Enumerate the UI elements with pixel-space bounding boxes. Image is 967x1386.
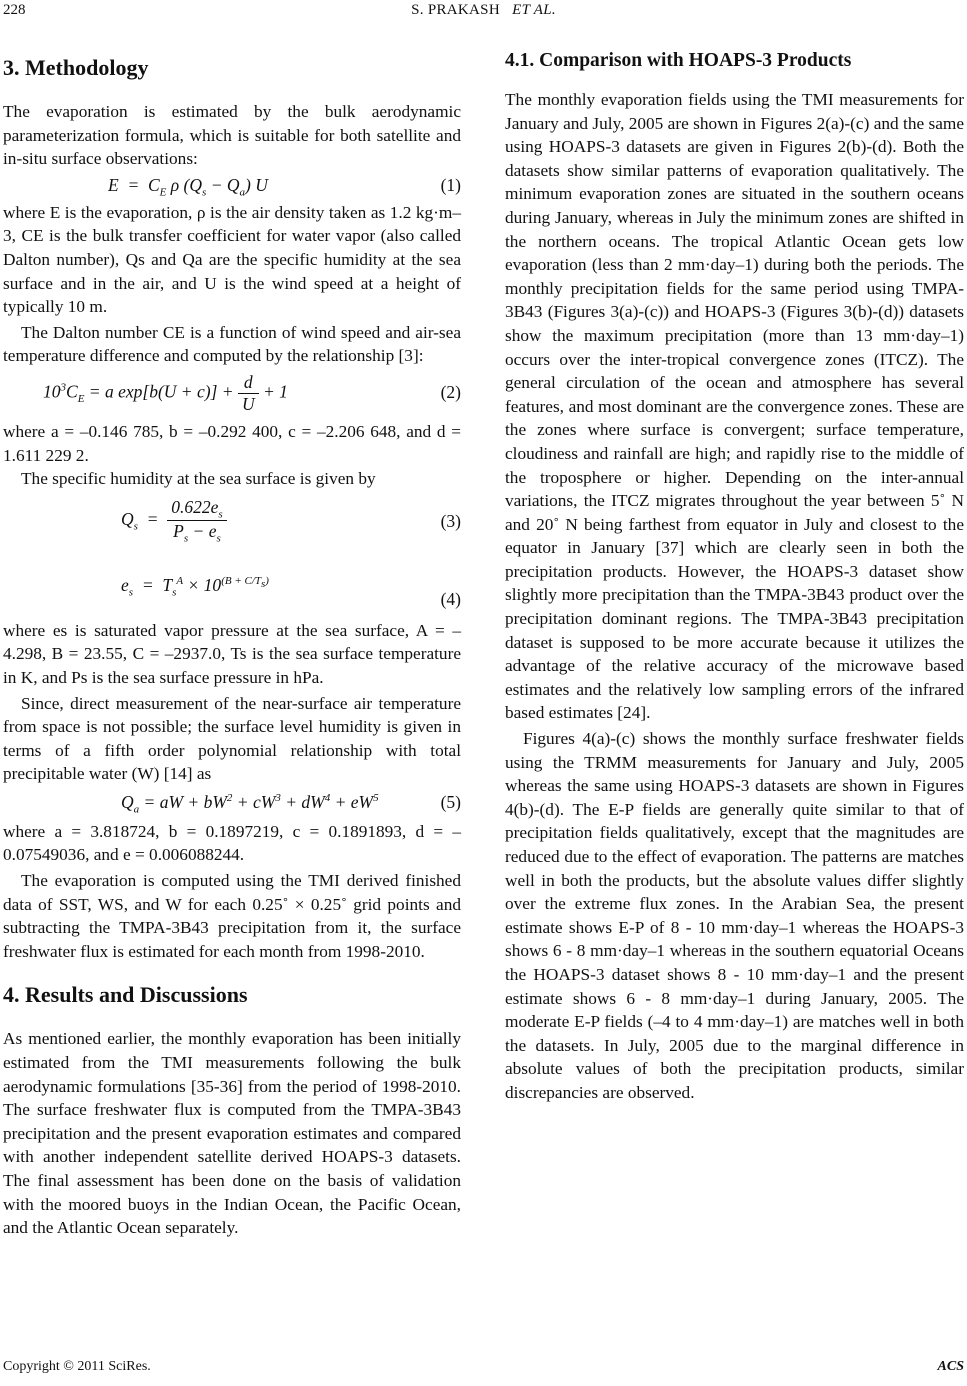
- paragraph-eq2-constants: where a = –0.146 785, b = –0.292 400, c = –2.206 648, and d = 1.611 229 2.: [3, 421, 461, 465]
- equation-5: $Q_a$ = aW + $bW^2 + cW^3 + dW^4 + eW^5$ (5): [121, 791, 461, 816]
- page-header: [0, 0, 967, 40]
- paragraph-since: Since, direct measurement of the near-surface air temperature from space is not possible; the surface level humidity is given in terms of a fifth order polynomial relationship with total precipitable water (W) [14] as: [3, 693, 461, 784]
- subsection-heading-hoaps: 4.1. Comparison with HOAPS-3 Products: [505, 50, 852, 71]
- equation-1: $E = C_E$ ρ $(Q_s - Q_a)$ U (1): [108, 174, 461, 199]
- section-heading-results: 4. Results and Discussions: [3, 982, 248, 1008]
- copyright-notice: Copyright © 2011 SciRes.: [3, 1359, 151, 1374]
- methodology-intro: The evaporation is estimated by the bulk aerodynamic parameterization formula, which is suitable for both satellite and in-situ surface observations:: [3, 102, 461, 169]
- paragraph-dalton-number: The Dalton number CE is a function of wind speed and air-sea temperature difference and computed by the relationship [3]:: [3, 322, 461, 366]
- equation-3-number: (3): [440, 510, 461, 531]
- equation-1-number: (1): [440, 174, 461, 195]
- paragraph-results-intro: As mentioned earlier, the monthly evaporation has been initially estimated from the TMI measurements following the bulk aerodynamic formulations [35-36] from the period of 1998-2010. The surface freshwater flux is computed from the TMPA-3B43 precipitation and the present evaporation estimates and compared with another independent satellite derived HOAPS-3 datasets. The final assessment has been done on the basis of validation with the moored buoys in the Indian Ocean, the Pacific Ocean, and the Atlantic Ocean separately.: [3, 1029, 461, 1238]
- paragraph-eq4-definitions: where es is saturated vapor pressure at the sea surface, A = –4.298, B = 23.55, C = –2937.0, Ts is the sea surface temperature in K, and Ps is the sea surface pressure in hPa.: [3, 620, 461, 687]
- equation-2-number: (2): [440, 381, 461, 402]
- paragraph-evaporation-computed: The evaporation is computed using the TMI derived finished data of SST, WS, and W for each 0.25˚ × 0.25˚ grid points and subtracting the TMPA-3B43 precipitation from it, the surface freshwater flux is estimated for each month from 1998-2010.: [3, 871, 461, 961]
- running-head-authors: S. PRAKASH: [411, 2, 500, 18]
- page-footer: [3, 1359, 964, 1375]
- left-column: [3, 48, 461, 1240]
- paragraph-eq5-constants: where a = 3.818724, b = 0.1897219, c = 0.1891893, d = –0.07549036, and e = 0.006088244.: [3, 821, 461, 865]
- equation-4-number: (4): [440, 588, 461, 609]
- section-heading-methodology: 3. Methodology: [3, 55, 149, 80]
- right-column: [505, 48, 964, 1105]
- running-head: [0, 2, 967, 19]
- equation-3: $Q_s$ = $\frac{0.622e_s}{P_s - e_s}$ (3): [121, 496, 461, 545]
- paragraph-freshwater-fields: Figures 4(a)-(c) shows the monthly surface freshwater fields using the TRMM measurements for January and July, 2005 whereas the same using HOAPS-3 datasets are shown in Figures 4(b)-(d). The E-P fields are generally quite similar to that of precipitation fields qualitatively, except that the magnitudes are reduced due to the effect of evaporation. The patterns are matches well in both the products, but the absolute values differ slightly over the extreme flux zones. In the Arabian Sea, the present estimate shows E-P of 8 - 10 mm·day–1 whereas the HOAPS-3 shows 6 - 8 mm·day–1 whereas in the southern equatorial Oceans the HOAPS-3 dataset shows 8 - 10 mm·day–1 and the present estimate shows 6 - 8 mm·day–1 during January, 2005. The moderate E-P fields (–4 to 4 mm·day–1) are matches well in both the datasets. In July, 2005 due to the marginal difference in absolute values of both the precipitation products, similar discrepancies are observed.: [505, 729, 964, 1102]
- running-head-etal: ET AL.: [512, 2, 556, 18]
- journal-abbreviation: ACS: [937, 1359, 964, 1374]
- equation-2: $10^3C_E = a$ exp[b(U + c)] + $\frac{d}{U}$ + 1 (2): [43, 371, 461, 414]
- paragraph-eq1-definitions: where E is the evaporation, ρ is the air density taken as 1.2 kg·m–3, CE is the bulk transfer coefficient for water vapor (also called Dalton number), Qs and Qa are the specific humidity at the sea surface and in the air, and U is the wind speed at a height of typically 10 m.: [3, 202, 461, 317]
- paragraph-comparison: The monthly evaporation fields using the TMI measurements for January and July, 2005 are shown in Figures 2(a)-(c) and the same using HOAPS-3 datasets are given in Figures 2(b)-(d). Both the datasets show similar patterns of evaporation qualitatively. The minimum evaporation zones are situated in the southern oceans during January, whereas in July the minimum zones are shifted in the northern oceans. The tropical Atlantic Ocean gets low evaporation (less than 2 mm·day–1) during both the periods. The monthly precipitation fields for the same period using TMPA-3B43 (Figures 3(a)-(c)) and HOAPS-3 (Figures 3(b)-(d)) datasets show the maximum precipitation (more than 13 mm·day–1) occurs over the inter-tropical convergence zones (ITCZ). The general circulation of the ocean and atmosphere has several features, and most dominant are the convergence zones. These are the zones where surface is convergent; surface temperature, cloudiness and rainfall are high; and rapidly rise to the middle of the troposphere or higher. Depending on the inter-annual variations, the ITCZ migrates throughout the year between 5˚ N and 20˚ N being farthest from equator in July and closest to the equator in January [37] which are clearly seen in both the precipitation products. However, the HOAPS-3 dataset show slightly more precipitation than the TMPA-3B43 product over the precipitation dominant regions. The TMPA-3B43 precipitation dataset is supposed to be more accurate because it utilizes the advantage of the relative accuracy of the microwave based estimates and the relatively low sampling errors of the infrared based estimates [24].: [505, 90, 964, 723]
- equation-4: $e_s = T_s^A \times 10^{(B + C/T_s)}$ (4): [121, 574, 461, 609]
- paragraph-specific-humidity: The specific humidity at the sea surface is given by: [21, 469, 376, 489]
- equation-5-number: (5): [440, 791, 461, 812]
- page-number: 228: [3, 2, 26, 18]
